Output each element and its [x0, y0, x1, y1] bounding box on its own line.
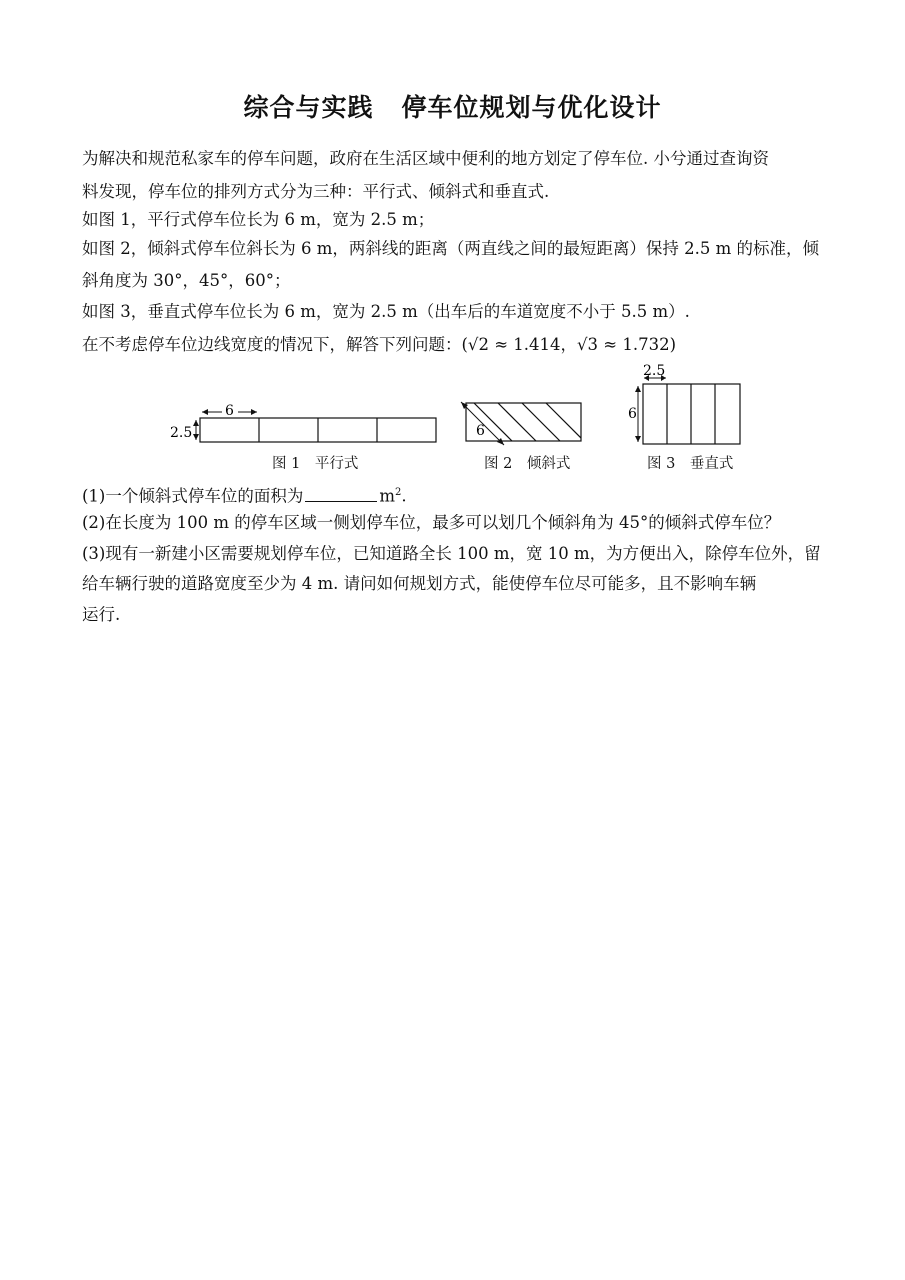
intro-line-3: 如图 1，平行式停车位长为 6 m，宽为 2.5 m； [82, 210, 435, 229]
fig1-length-label: 6 [225, 403, 234, 419]
fig3-caption: 图 3 垂直式 [647, 456, 734, 472]
intro-line-7: 在不考虑停车位边线宽度的情况下，解答下列问题：(√2 ≈ 1.414，√3 ≈ 1.732) [82, 335, 676, 354]
q1-unit-sup: 2 [395, 487, 402, 498]
page-title [0, 88, 905, 124]
fig2-slant-4 [546, 403, 584, 441]
fig2-slant-2 [498, 403, 536, 441]
answer-blank[interactable] [305, 483, 377, 502]
fig1-arrowhead-right [251, 409, 257, 415]
title-part2: 停车位规划与优化设计 [401, 93, 662, 122]
figure-1-parallel [168, 396, 443, 448]
fig2-caption: 图 2 倾斜式 [484, 456, 571, 472]
intro-line-5: 斜角度为 30°，45°，60°； [82, 271, 291, 290]
intro-line-1: 为解决和规范私家车的停车问题，政府在生活区域中便利的地方划定了停车位. 小兮通过查询资 [82, 149, 769, 168]
fig1-width-label: 2.5 [170, 425, 193, 441]
fig1-arrowhead-left [202, 409, 208, 415]
figure-2-angled [456, 395, 586, 451]
fig1-caption: 图 1 平行式 [272, 456, 359, 472]
q1-text: (1)一个倾斜式停车位的面积为 [82, 486, 304, 506]
figure-3-perpendicular [628, 362, 746, 450]
q1-end: . [401, 486, 407, 506]
fig3-length-label: 6 [628, 406, 637, 422]
question-3-line-2: 给车辆行驶的道路宽度至少为 4 m. 请问如何规划方式，能使停车位尽可能多，且不影响车辆 [82, 574, 757, 593]
question-3-line-1: (3)现有一新建小区需要规划停车位，已知道路全长 100 m，宽 10 m，为方便出入，除停车位外，留 [82, 544, 821, 563]
intro-line-6: 如图 3，垂直式停车位长为 6 m，宽为 2.5 m（出车后的车道宽度不小于 5.5 m）. [82, 302, 690, 321]
q1-unit: m [379, 486, 396, 506]
question-2: (2)在长度为 100 m 的停车区域一侧划停车位，最多可以划几个倾斜角为 45°的倾斜式停车位？ [82, 513, 781, 532]
question-3-line-3: 运行. [82, 605, 121, 624]
intro-line-2: 料发现，停车位的排列方式分为三种：平行式、倾斜式和垂直式. [82, 182, 550, 201]
fig2-length-label: 6 [476, 423, 485, 439]
fig3-width-label: 2.5 [643, 363, 666, 379]
intro-line-4: 如图 2，倾斜式停车位斜长为 6 m，两斜线的距离（两直线之间的最短距离）保持 2.5 m 的标准，倾 [82, 239, 819, 258]
title-part1: 综合与实践 [243, 93, 374, 122]
fig2-slant-3 [522, 403, 560, 441]
